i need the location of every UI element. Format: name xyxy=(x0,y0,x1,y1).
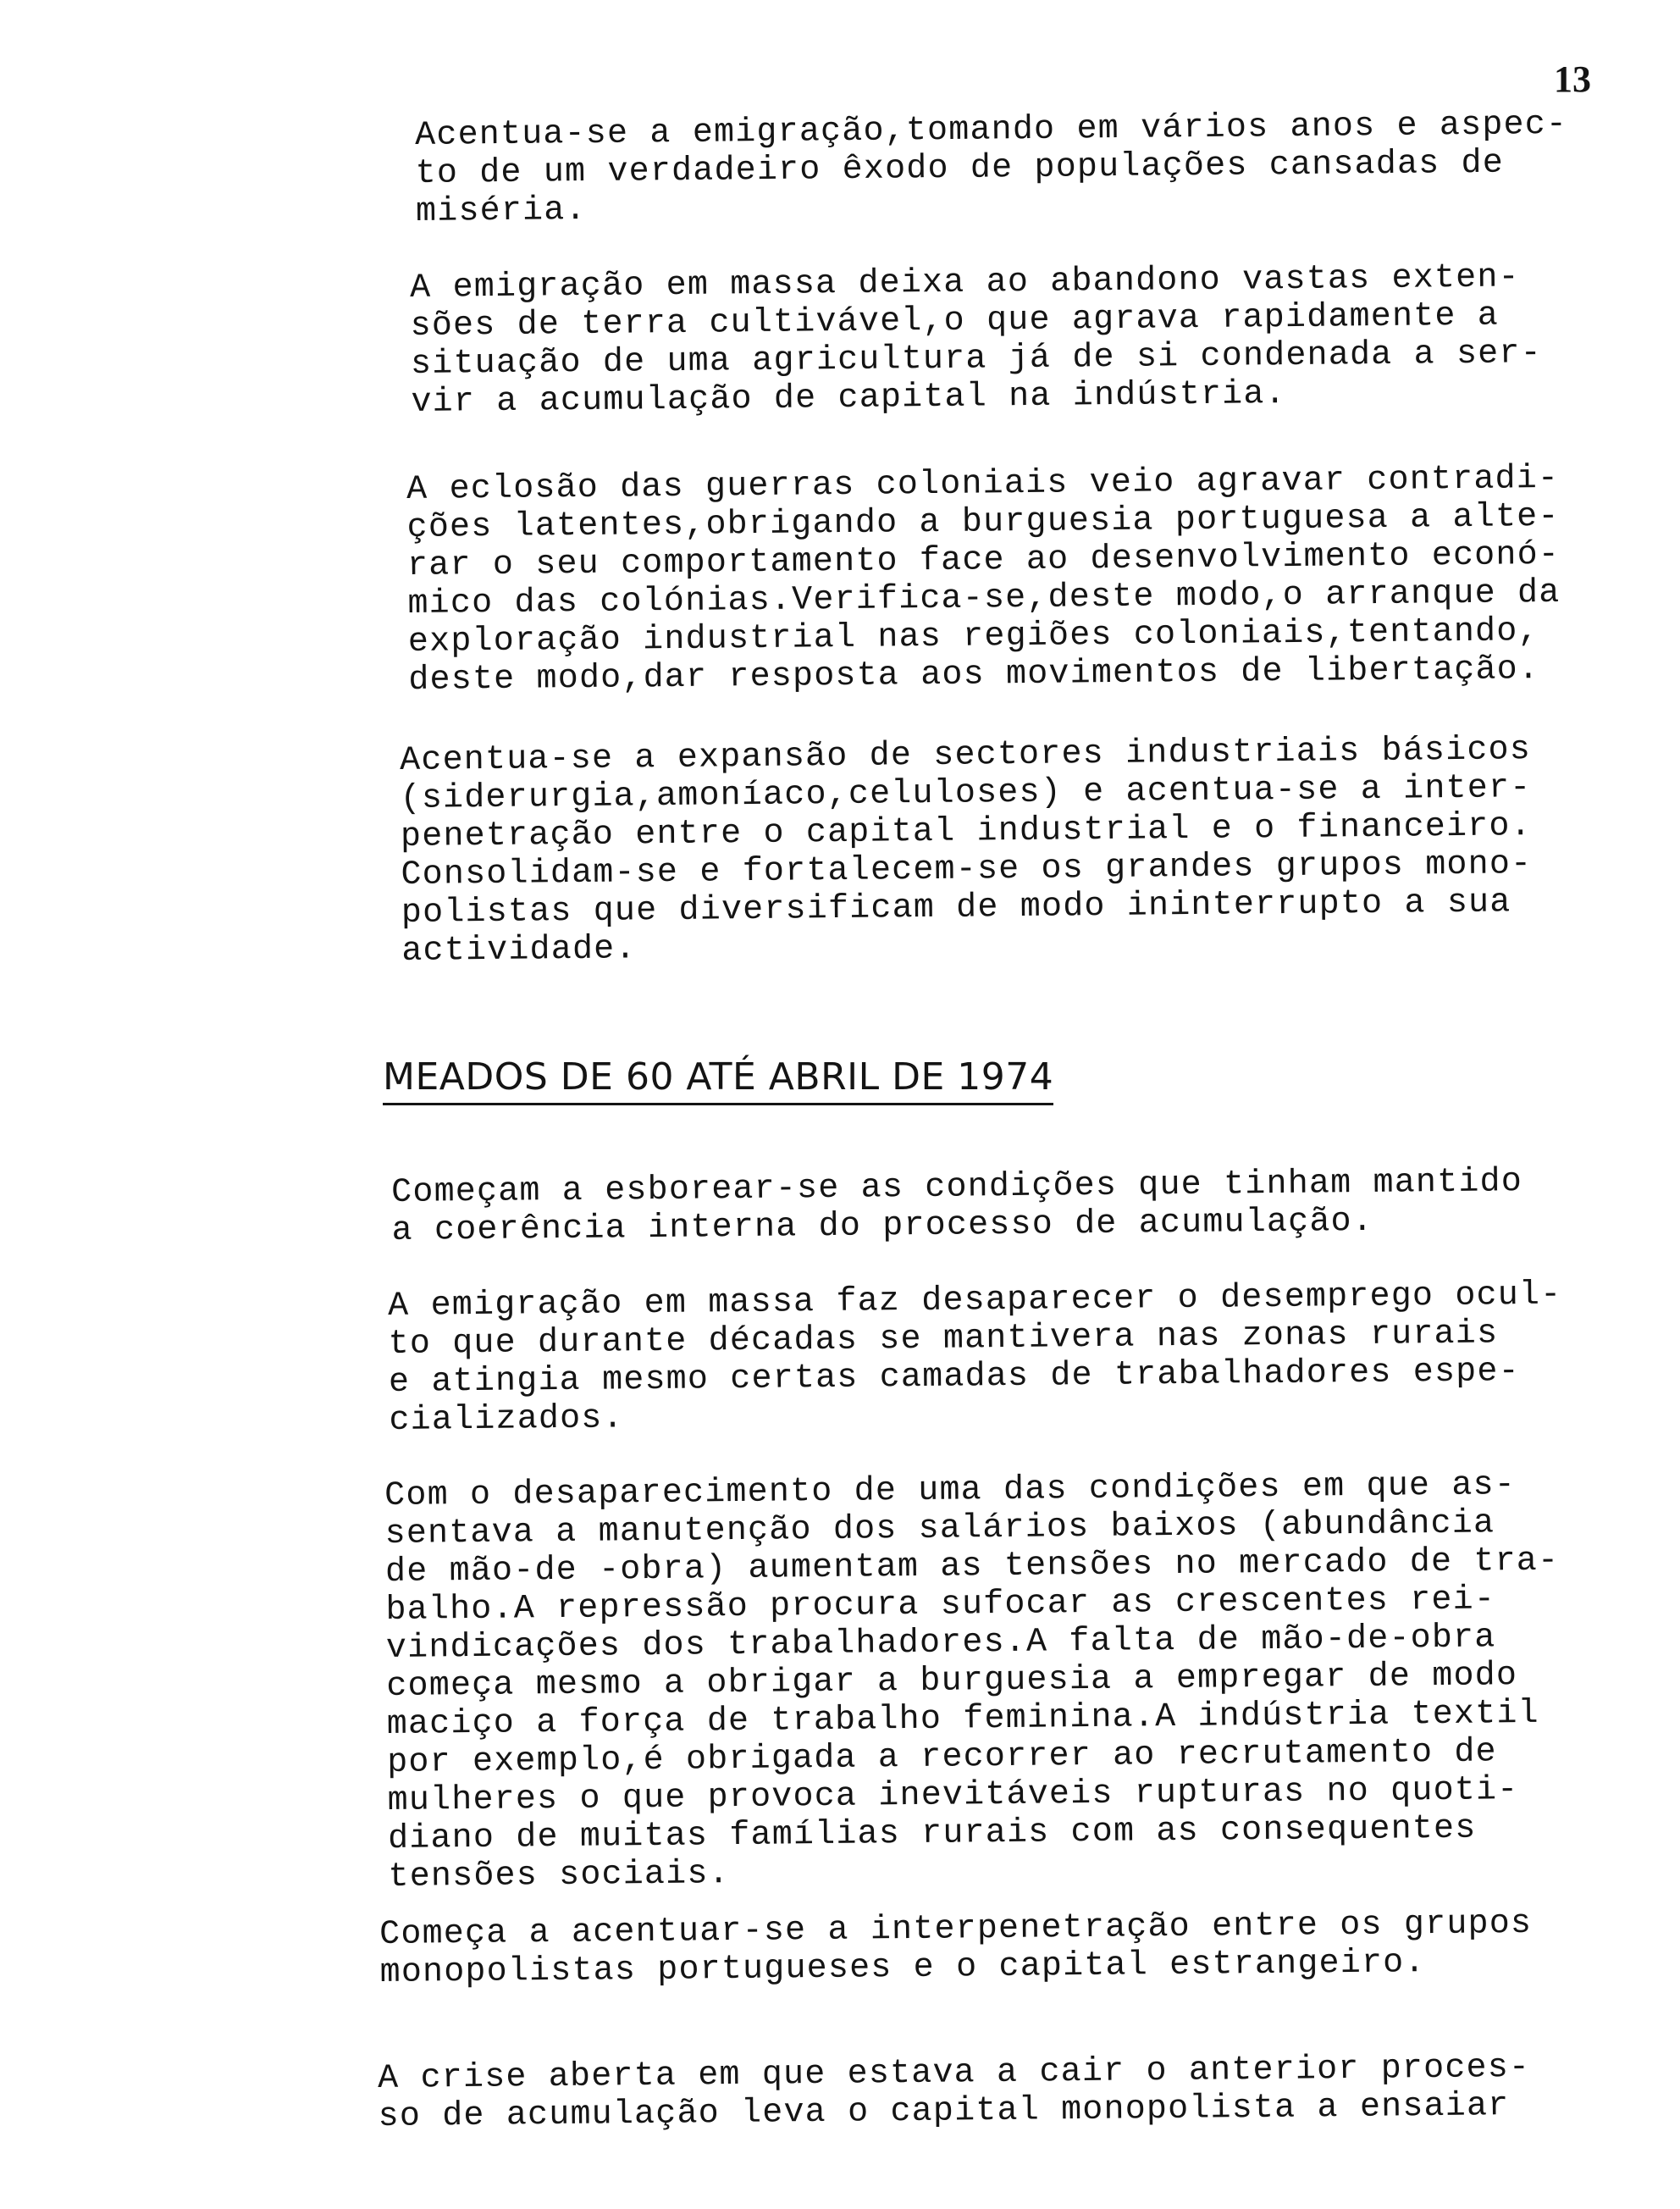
text-line: A emigração em massa faz desaparecer o desemprego ocul- xyxy=(388,1276,1562,1326)
paragraph xyxy=(379,1905,1533,1992)
text-line: mulheres o que provoca inevitáveis rupturas no quoti- xyxy=(387,1771,1519,1820)
text-line: Com o desaparecimento de uma das condições em que as- xyxy=(384,1466,1517,1515)
text-line: vindicações dos trabalhadores.A falta de mão-de-obra xyxy=(385,1619,1496,1668)
text-line: Acentua-se a emigração,tomando em vários anos e aspec- xyxy=(415,105,1568,155)
text-line: vir a acumulação de capital na indústria. xyxy=(411,375,1287,422)
paragraph xyxy=(378,2049,1531,2136)
text-line: actividade. xyxy=(401,930,637,971)
text-line: e atingia mesmo certas camadas de trabalhadores espe- xyxy=(388,1353,1521,1402)
paragraph xyxy=(406,460,1561,700)
text-line: maciço a força de trabalho feminina.A indústria textil xyxy=(386,1694,1539,1744)
paragraph xyxy=(415,106,1568,231)
text-line: miséria. xyxy=(415,191,587,231)
text-line: to que durante décadas se mantivera nas zonas rurais xyxy=(388,1315,1499,1364)
text-line: tensões sociais. xyxy=(388,1855,730,1896)
text-line: penetração entre o capital industrial e o financeiro. xyxy=(400,807,1533,856)
text-line: so de acumulação leva o capital monopolista a ensaiar xyxy=(378,2087,1510,2136)
text-line: situação de uma agricultura já de si condenada a ser- xyxy=(410,335,1543,384)
paragraph xyxy=(388,1276,1563,1440)
text-line: monopolistas portugueses e o capital estrangeiro. xyxy=(379,1944,1426,1992)
text-line: balho.A repressão procura sufocar as crescentes rei- xyxy=(385,1581,1496,1630)
text-line: Começam a esborear-se as condições que tinham mantido xyxy=(391,1163,1523,1212)
text-line: mico das colónias.Verifica-se,deste modo,o arranque da xyxy=(407,573,1561,623)
paragraph xyxy=(384,1466,1562,1896)
text-line: sentava a manutenção dos salários baixos (abundância xyxy=(384,1504,1495,1553)
text-line: rar o seu comportamento face ao desenvolvimento econó- xyxy=(406,535,1561,585)
text-line: polistas que diversificam de modo ininterrupto a sua xyxy=(401,883,1511,933)
text-line: diano de muitas famílias rurais com as consequentes xyxy=(387,1809,1477,1858)
text-line: A emigração em massa deixa ao abandono vastas exten- xyxy=(410,258,1520,307)
text-line: to de um verdadeiro êxodo de populações cansadas de xyxy=(415,144,1505,193)
section-heading: MEADOS DE 60 ATÉ ABRIL DE 1974 xyxy=(383,1057,1053,1105)
paragraph xyxy=(391,1163,1523,1250)
page-number: 13 xyxy=(1554,58,1591,100)
paragraph xyxy=(410,258,1542,422)
text-line: Consolidam-se e fortalecem-se os grandes grupos mono- xyxy=(401,845,1533,894)
paragraph xyxy=(400,731,1533,971)
text-line: a coerência interna do processo de acumulação. xyxy=(391,1202,1374,1250)
text-line: cializados. xyxy=(389,1399,624,1440)
text-line: Acentua-se a expansão de sectores industriais básicos xyxy=(400,731,1532,780)
text-line: (siderurgia,amoníaco,celuloses) e acentua-se a inter- xyxy=(400,769,1532,818)
text-line: Começa a acentuar-se a interpenetração entre os grupos xyxy=(379,1904,1533,1954)
text-line: exploração industrial nas regiões coloniais,tentando, xyxy=(407,612,1539,662)
text-line: de mão-de -obra) aumentam as tensões no mercado de tra- xyxy=(384,1542,1560,1592)
text-line: sões de terra cultivável,o que agrava rapidamente a xyxy=(410,296,1500,346)
text-line: A crise aberta em que estava a cair o anterior proces- xyxy=(378,2048,1531,2098)
text-line: começa mesmo a obrigar a burguesia a empregar de modo xyxy=(386,1657,1518,1706)
text-line: por exemplo,é obrigada a recorrer ao recrutamento de xyxy=(387,1733,1498,1782)
text-line: A eclosão das guerras coloniais veio agravar contradi- xyxy=(406,459,1560,509)
text-line: deste modo,dar resposta aos movimentos de libertação. xyxy=(408,651,1540,700)
text-line: ções latentes,obrigando a burguesia portuguesa a alte- xyxy=(406,497,1560,547)
